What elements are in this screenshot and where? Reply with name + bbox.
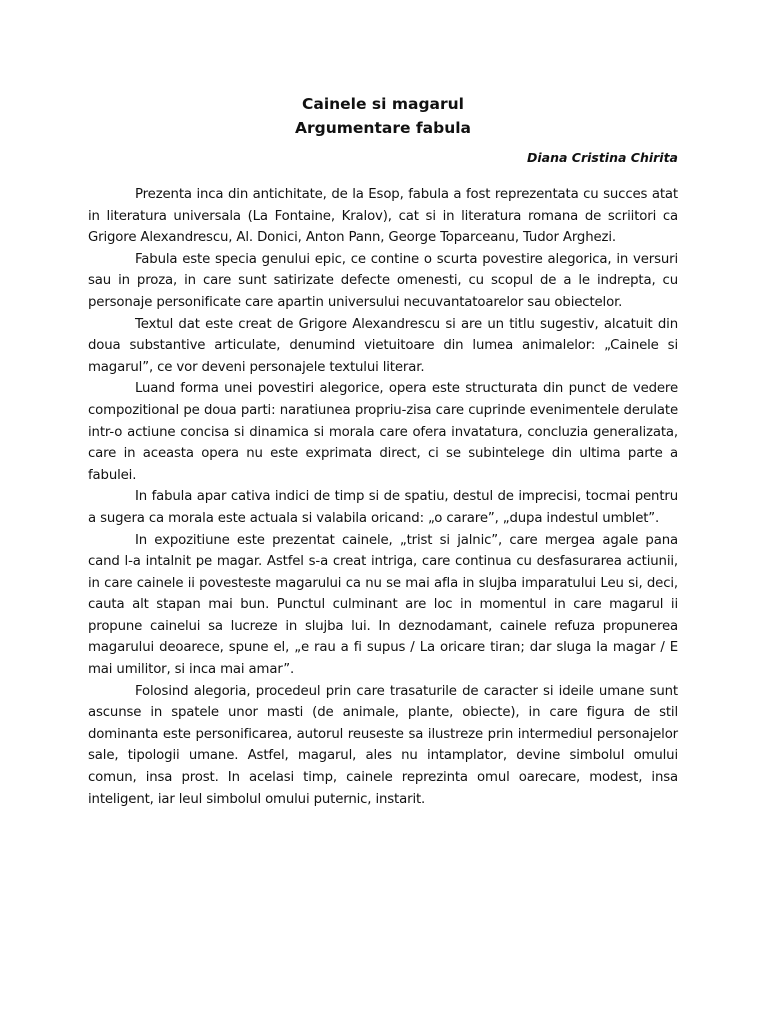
- paragraph: Fabula este specia genului epic, ce contine o scurta povestire alegorica, in versuri sau in proza, in care sunt satirizate defecte omenesti, cu scopul de a le indrepta, cu personaje personificate care apartin universului necuvantatoarelor sau obiectelor.: [88, 251, 678, 310]
- paragraph: Luand forma unei povestiri alegorice, opera este structurata din punct de vedere compozitional pe doua parti: naratiunea propriu-zisa care cuprinde evenimentele derulate intr-o actiune concisa si dinamica si morala care ofera invatatura, concluzia generalizata, care in aceasta opera nu este exprimata direct, ci se subintelege din ultima parte a fabulei.: [88, 381, 678, 483]
- paragraph: In expozitiune este prezentat cainele, „trist si jalnic”, care mergea agale pana cand l-a intalnit pe magar. Astfel s-a creat intriga, care continua cu desfasurarea actiunii, in care cainele ii povesteste magarului ca nu se mai afla in slujba imparatului Leu si, deci, cauta alt stapan mai bun. Punctul culminant are loc in momentul in care magarul ii propune cainelui sa lucreze in slujba lui. In deznodamant, cainele refuza propunerea magarului deoarece, spune el, „e rau a fi supus / La oricare tiran; dar sluga la magar / E mai umilitor, si inca mai amar”.: [88, 532, 678, 678]
- document-author: Diana Cristina Chirita: [526, 150, 678, 165]
- document-page: [88, 92, 678, 810]
- paragraph: Folosind alegoria, procedeul prin care trasaturile de caracter si ideile umane sunt ascunse in spatele unor masti (de animale, plante, obiecte), in care figura de stil dominanta este personificarea, autorul reuseste sa ilustreze prin intermediul personajelor sale, tipologii umane. Astfel, magarul, ales nu intamplator, devine simbolul omului comun, insa prost. In acelasi timp, cainele reprezinta omul oarecare, modest, insa inteligent, iar leul simbolul omului puternic, instarit.: [88, 683, 678, 807]
- document-subtitle: Argumentare fabula: [295, 119, 471, 137]
- document-body: [88, 184, 678, 810]
- paragraph: In fabula apar cativa indici de timp si de spatiu, destul de imprecisi, tocmai pentru a sugera ca morala este actuala si valabila oricand: „o carare”, „dupa indestul umblet”.: [88, 489, 678, 526]
- paragraph: Textul dat este creat de Grigore Alexandrescu si are un titlu sugestiv, alcatuit din doua substantive articulate, denumind vietuitoare din lumea animalelor: „Cainele si magarul”, ce vor deveni personajele textului literar.: [88, 316, 678, 375]
- paragraph: Prezenta inca din antichitate, de la Esop, fabula a fost reprezentata cu succes atat in literatura universala (La Fontaine, Kralov), cat si in literatura romana de scriitori ca Grigore Alexandrescu, Al. Donici, Anton Pann, George Toparceanu, Tudor Arghezi.: [88, 187, 678, 246]
- document-title: Cainele si magarul: [301, 95, 464, 113]
